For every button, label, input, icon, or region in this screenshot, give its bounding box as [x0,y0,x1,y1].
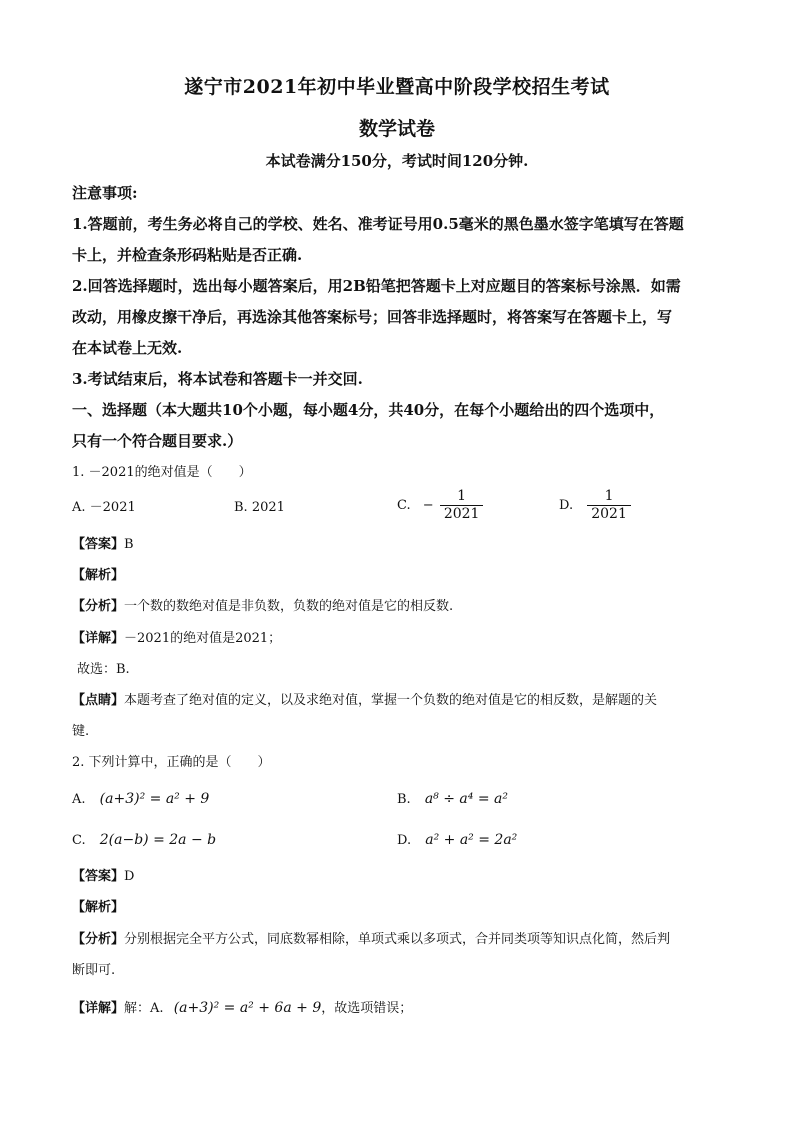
q1-fenxi-text: 一个数的数绝对值是非负数，负数的绝对值是它的相反数. [124,599,454,614]
q1-xiangjie [72,629,732,649]
exam-info: 本试卷满分150分，考试时间120分钟. [265,152,529,170]
q2-answer-value: D [124,869,135,884]
q1-option-d [559,488,631,523]
q2-option-d-label: D. [397,833,412,848]
q2-fenxi-line1 [72,930,732,950]
analysis-tag: 【解析】 [72,900,125,915]
q2-stem: 2. 下列计算中，正确的是（ ） [72,755,271,770]
q1-option-d-fraction [587,488,631,523]
fenxi-tag: 【分析】 [72,932,125,947]
notes-item2-line2: 改动，用橡皮擦干净后，再选涂其他答案标号；回答非选择题时，将答案写在答题卡上，写 [72,308,673,326]
q2-option-d [397,830,517,851]
q1-option-c-sign: − [422,498,434,513]
q1-choose: 故选：B. [77,662,130,677]
section1-heading-line1: 一、选择题（本大题共10个小题，每小题4分，共40分，在每个小题给出的四个选项中， [72,401,665,419]
notes-item2-line3: 在本试卷上无效. [72,339,183,357]
q2-option-c-label: C. [72,833,86,848]
fenxi-tag: 【分析】 [72,599,125,614]
q2-option-c [72,830,216,851]
exam-title: 遂宁市2021年初中毕业暨高中阶段学校招生考试 [184,76,610,98]
exam-subtitle: 数学试卷 [358,118,435,140]
q1-option-b: B. 2021 [234,500,285,515]
q2-option-a-label: A. [72,792,86,807]
q2-option-a-math: (a+3)² = a² + 9 [99,791,210,807]
q2-fenxi-text: 分别根据完全平方公式，同底数幂相除，单项式乘以多项式，合并同类项等知识点化简，然后判 [124,932,671,947]
q2-fenxi-line2: 断即可. [72,963,116,978]
q1-option-d-numerator: 1 [604,488,614,504]
q1-dianjing-line1 [72,691,732,711]
q1-analysis [72,566,732,586]
notes-item2-line1: 2.回答选择题时，选出每小题答案后，用2B铅笔把答题卡上对应题目的答案标号涂黑．如需 [72,277,681,295]
q2-option-b [397,789,508,810]
q2-xiangjie-math: (a+3)² = a² + 6a + 9 [173,1000,322,1016]
analysis-tag: 【解析】 [72,568,125,583]
q2-xiangjie [72,998,732,1019]
q1-xiangjie-text: －2021的绝对值是2021； [124,631,282,646]
q2-xiangjie-prefix: 解：A. [124,1001,164,1016]
q1-option-c-label: C. [397,498,411,513]
q1-stem: 1. －2021的绝对值是（ ） [72,465,252,480]
q1-option-c [397,488,483,523]
notes-item1-line2: 卡上，并检查条形码粘贴是否正确. [72,246,303,264]
q1-option-d-label: D. [559,498,574,513]
q2-option-b-label: B. [397,792,411,807]
q1-option-c-numerator: 1 [457,488,467,504]
xiangjie-tag: 【详解】 [72,631,125,646]
q2-option-d-math: a² + a² = 2a² [425,832,518,848]
q2-option-c-math: 2(a−b) = 2a − b [99,832,217,848]
notes-item1-line1: 1.答题前，考生务必将自己的学校、姓名、准考证号用0.5毫米的黑色墨水签字笔填写在答题 [72,215,684,233]
q2-analysis [72,898,732,918]
q1-dianjing-text: 本题考查了绝对值的定义，以及求绝对值，掌握一个负数的绝对值是它的相反数，是解题的关 [124,693,658,708]
xiangjie-tag: 【详解】 [72,1001,125,1016]
q2-option-b-math: a⁸ ÷ a⁴ = a² [424,791,508,807]
q1-fenxi [72,597,732,617]
dianjing-tag: 【点睛】 [72,693,125,708]
q1-option-a: A. －2021 [72,500,136,515]
notes-heading: 注意事项: [72,184,138,202]
notes-item3: 3.考试结束后，将本试卷和答题卡一并交回. [72,370,363,388]
answer-tag: 【答案】 [72,537,125,552]
section1-heading-line2: 只有一个符合题目要求.） [72,432,243,450]
q1-answer [72,535,732,555]
q1-option-c-fraction [440,488,484,523]
q2-xiangjie-suffix: ，故选项错误； [321,1001,413,1016]
q1-option-d-denominator: 2021 [591,506,627,522]
q2-answer [72,867,732,887]
answer-tag: 【答案】 [72,869,125,884]
q1-dianjing-line2: 键. [72,724,90,739]
q1-answer-value: B [124,537,134,552]
q2-option-a [72,789,209,810]
q1-option-c-denominator: 2021 [443,506,480,522]
